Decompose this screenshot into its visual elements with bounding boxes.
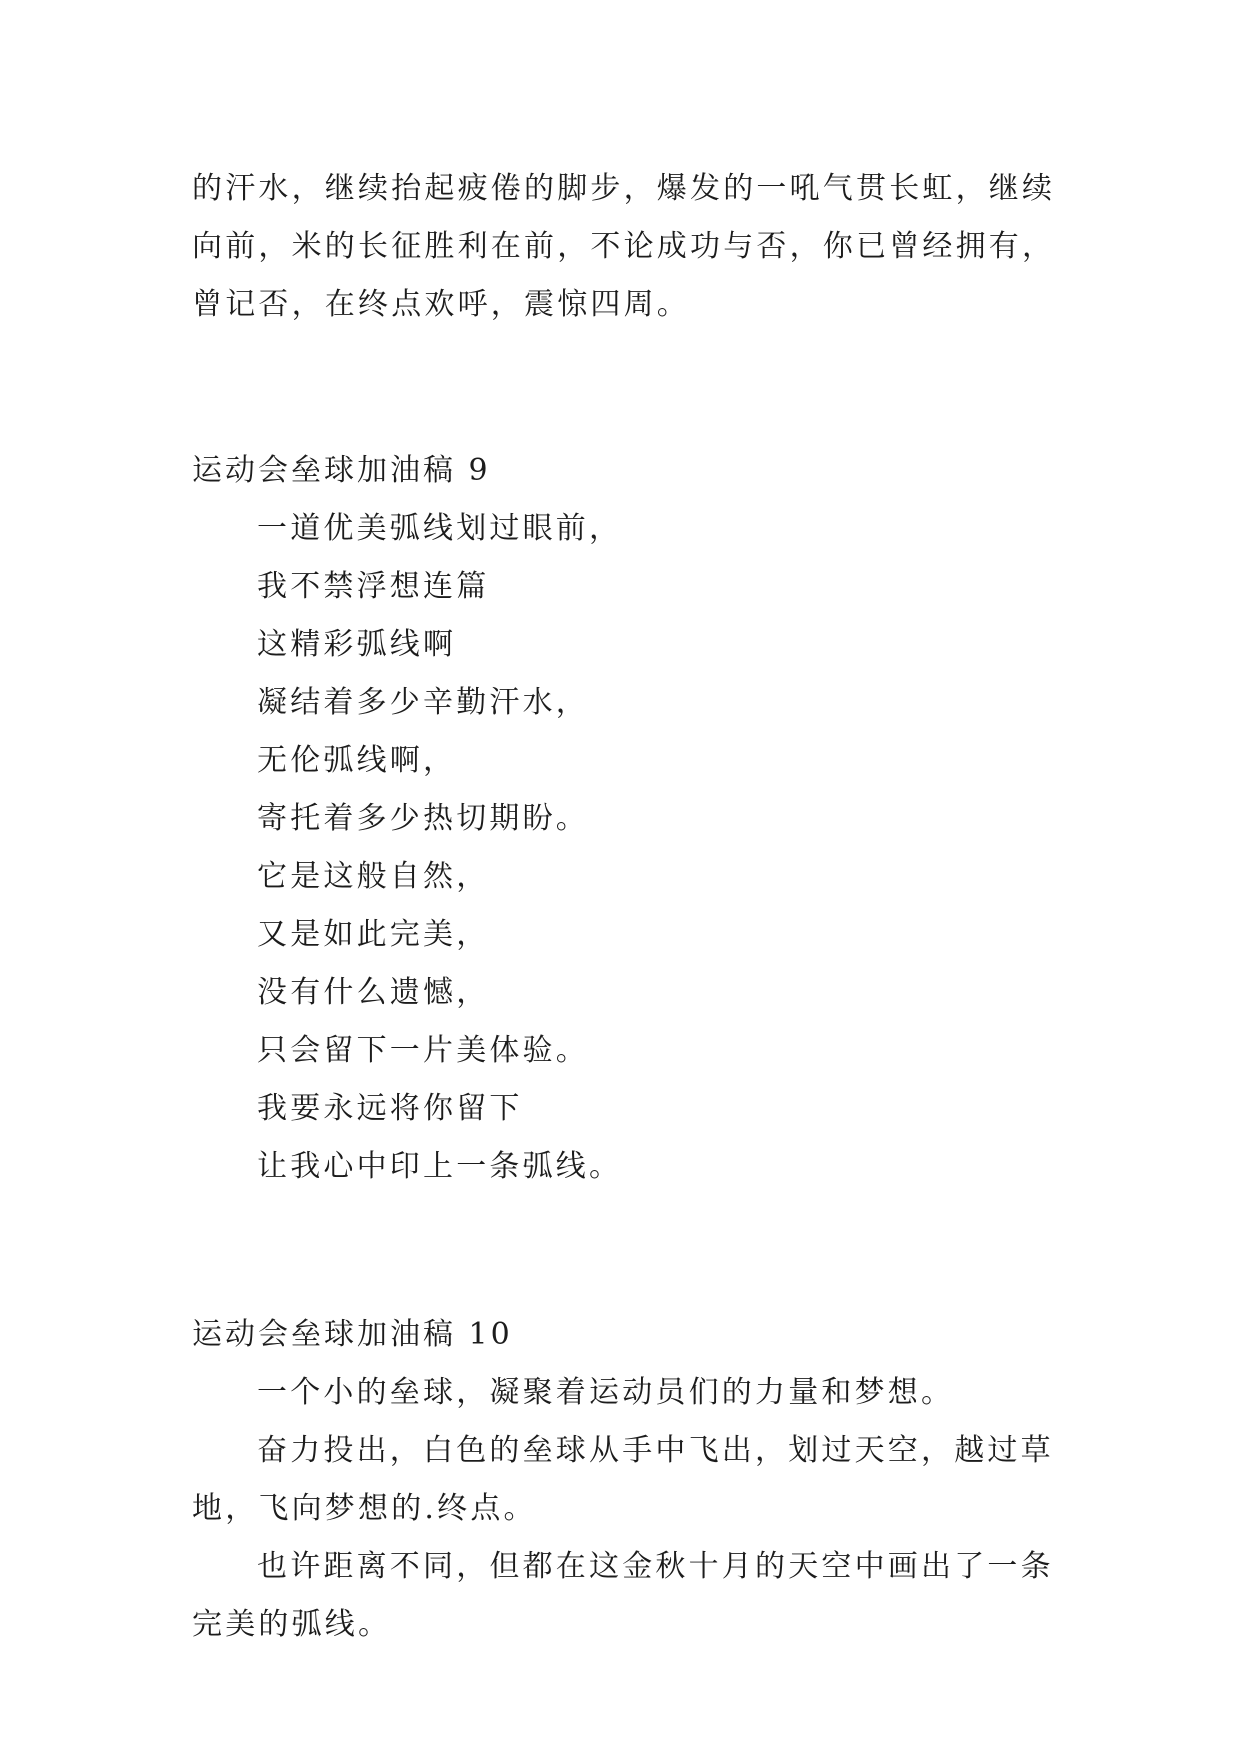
paragraph-line: 一个小的垒球，凝聚着运动员们的力量和梦想。 — [257, 1375, 955, 1410]
paragraph-line: 完美的弧线。 — [192, 1607, 392, 1642]
poem-line: 又是如此完美， — [257, 917, 490, 952]
poem-line: 只会留下一片美体验。 — [257, 1033, 589, 1068]
poem-line: 让我心中印上一条弧线。 — [257, 1149, 623, 1184]
text-line: 向前，米的长征胜利在前，不论成功与否，你已曾经拥有， — [192, 229, 1056, 264]
poem-line: 我不禁浮想连篇 — [257, 569, 490, 604]
paragraph-line: 地，飞向梦想的.终点。 — [192, 1491, 537, 1526]
section-spacer — [192, 1196, 1072, 1306]
poem-line: 它是这般自然， — [257, 859, 490, 894]
paragraph-line: 也许距离不同，但都在这金秋十月的天空中画出了一条 — [257, 1549, 1054, 1584]
section-title: 运动会垒球加油稿 10 — [192, 1317, 513, 1352]
poem-line: 无伦弧线啊， — [257, 743, 457, 778]
poem-line: 我要永远将你留下 — [257, 1091, 523, 1126]
text-line: 曾记否，在终点欢呼，震惊四周。 — [192, 287, 690, 322]
document-body — [192, 160, 1072, 1654]
section-spacer — [192, 334, 1072, 442]
poem-line: 没有什么遗憾， — [257, 975, 490, 1010]
section-title: 运动会垒球加油稿 9 — [192, 453, 491, 488]
text-line: 的汗水，继续抬起疲倦的脚步，爆发的一吼气贯长虹，继续 — [192, 171, 1056, 206]
poem-line: 这精彩弧线啊 — [257, 627, 457, 662]
intro-paragraph — [192, 160, 1072, 334]
section-9 — [192, 442, 1072, 1196]
paragraph-line: 奋力投出，白色的垒球从手中飞出，划过天空，越过草 — [257, 1433, 1054, 1468]
section-10 — [192, 1306, 1072, 1654]
poem-line: 一道优美弧线划过眼前， — [257, 511, 623, 546]
poem-line: 凝结着多少辛勤汗水， — [257, 685, 589, 720]
poem-line: 寄托着多少热切期盼。 — [257, 801, 589, 836]
